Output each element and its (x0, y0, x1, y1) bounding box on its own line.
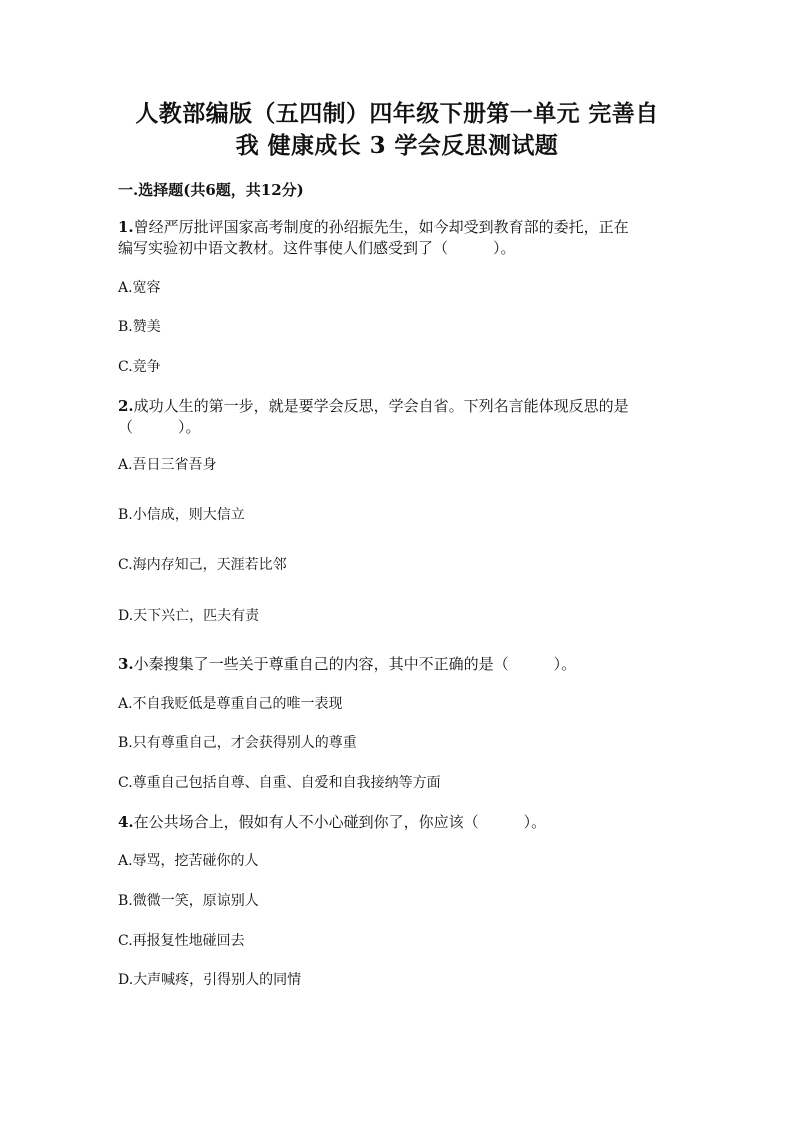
question-1-option-c: C.竞争 (118, 359, 161, 375)
question-1-option-a: A.宽容 (118, 280, 161, 296)
question-1-option-b: B.赞美 (118, 319, 161, 335)
question-3-text: 小秦搜集了一些关于尊重自己的内容，其中不正确的是（ ）。 (133, 655, 577, 673)
question-3-option-a: A.不自我贬低是尊重自己的唯一表现 (118, 696, 343, 712)
question-2-option-a: A.吾日三省吾身 (118, 457, 217, 473)
question-2-line-2: （ ）。 (118, 418, 201, 436)
question-3-line-1 (118, 654, 678, 675)
question-4-option-c: C.再报复性地碰回去 (118, 933, 245, 949)
section-heading: 一.选择题(共6题，共12分) (118, 181, 304, 199)
question-2-number: 2. (118, 397, 134, 415)
question-4-number: 4. (118, 813, 134, 831)
question-3-option-c: C.尊重自己包括自尊、自重、自爱和自我接纳等方面 (118, 775, 441, 791)
question-2-text: 成功人生的第一步，就是要学会反思，学会自省。下列名言能体现反思的是 (133, 397, 629, 415)
document-title-line-1: 人教部编版（五四制）四年级下册第一单元 完善自 (135, 100, 659, 127)
question-4-option-b: B.微微一笑，原谅别人 (118, 893, 259, 909)
question-2-line-1 (118, 396, 678, 417)
question-4-option-d: D.大声喊疼，引得别人的同情 (118, 972, 302, 988)
question-2-option-b: B.小信成，则大信立 (118, 507, 245, 523)
question-2-option-d: D.天下兴亡，匹夫有责 (118, 608, 260, 624)
question-4-text: 在公共场合上，假如有人不小心碰到你了，你应该（ ）。 (133, 813, 547, 831)
question-1-line-1 (118, 217, 678, 238)
question-1-number: 1. (118, 218, 134, 236)
question-2-option-c: C.海内存知己，天涯若比邻 (118, 557, 287, 573)
question-1-line-2: 编写实验初中语文教材。这件事使人们感受到了（ ）。 (118, 239, 516, 257)
question-4-line-1 (118, 812, 678, 833)
document-title-line-2: 我 健康成长 3 学会反思测试题 (235, 132, 559, 159)
question-1-text: 曾经严厉批评国家高考制度的孙绍振先生，如今却受到教育部的委托，正在 (133, 218, 629, 236)
question-3-option-b: B.只有尊重自己，才会获得别人的尊重 (118, 735, 357, 751)
question-3-number: 3. (118, 655, 134, 673)
question-4-option-a: A.辱骂，挖苦碰你的人 (118, 853, 259, 869)
